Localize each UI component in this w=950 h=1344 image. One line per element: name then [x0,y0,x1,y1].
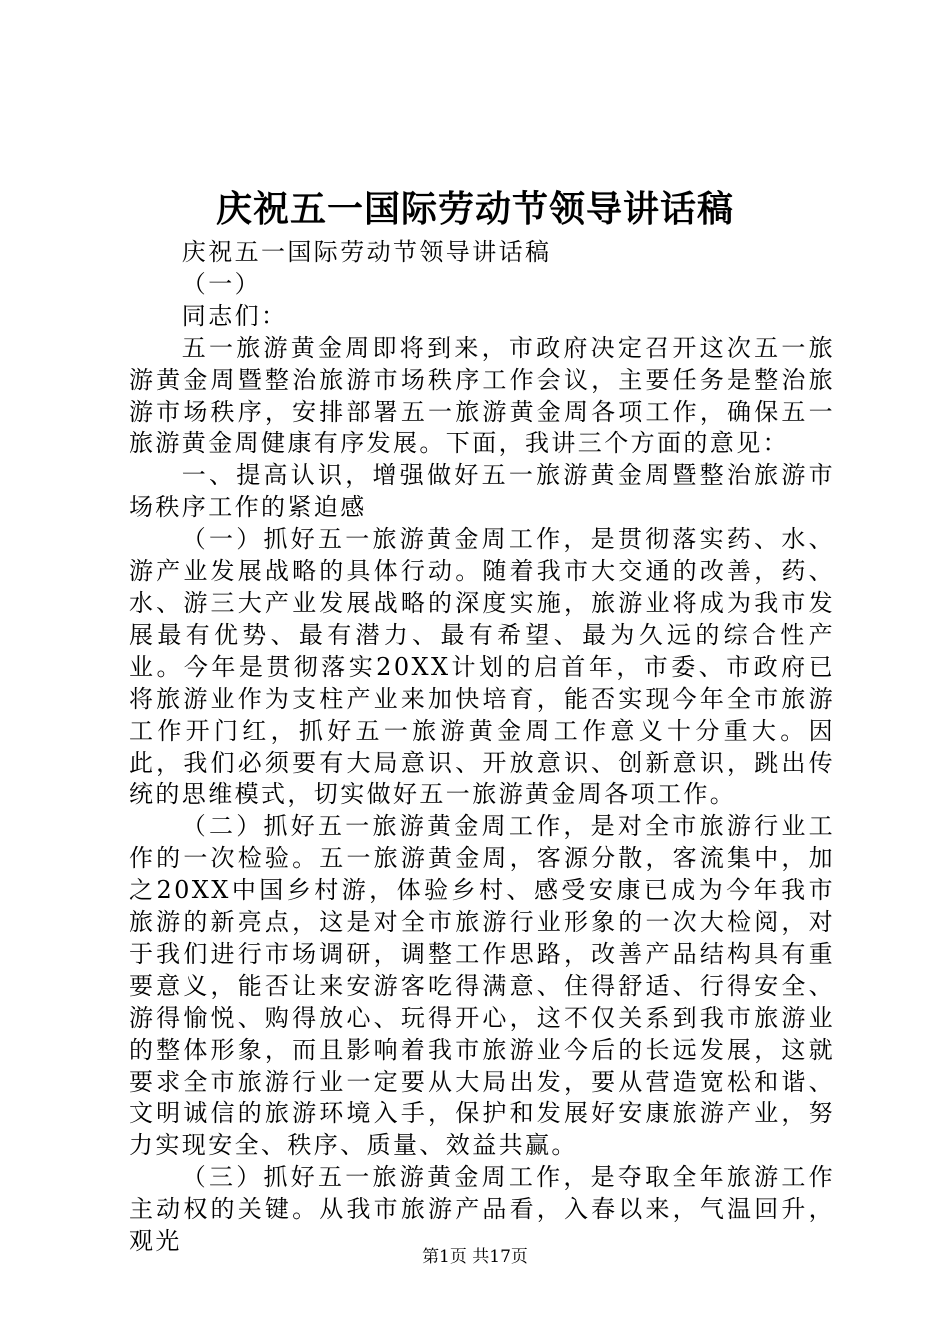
page-footer: 第1页 共17页 [422,1247,528,1267]
paragraph-salutation: 同志们： [181,301,288,330]
paragraph-point-three: （三）抓好五一旅游黄金周工作，是夺取全年旅游工作主动权的关键。从我市旅游产品看，入春以来，气温回升，观光 [129,1163,835,1256]
document-title: 庆祝五一国际劳动节领导讲话稿 [215,188,734,230]
paragraph-heading-one: 一、提高认识，增强做好五一旅游黄金周暨整治旅游市场秩序工作的紧迫感 [129,461,835,522]
document-body [129,237,835,1258]
paragraph-subtitle: 庆祝五一国际劳动节领导讲话稿 [181,238,552,266]
paragraph-point-one: （一）抓好五一旅游黄金周工作，是贯彻落实药、水、游产业发展战略的具体行动。随着我市大交通的改善，药、水、游三大产业发展战略的深度实施，旅游业将成为我市发展最有优势、最有潜力、最有希望、最为久远的综合性产业。今年是贯彻落实20XX计划的启首年，市委、市政府已将旅游业作为支柱产业来加快培育，能否实现今年全市旅游工作开门红，抓好五一旅游黄金周工作意义十分重大。因此，我们必须要有大局意识、开放意识、创新意识，跳出传统的思维模式，切实做好五一旅游黄金周各项工作。 [129,525,835,809]
paragraph-point-two: （二）抓好五一旅游黄金周工作，是对全市旅游行业工作的一次检验。五一旅游黄金周，客源分散，客流集中，加之20XX中国乡村游，体验乡村、感受安康已成为今年我市旅游的新亮点，这是对全市旅游行业形象的一次大检阅，对于我们进行市场调研，调整工作思路，改善产品结构具有重要意义，能否让来安游客吃得满意、住得舒适、行得安全、游得愉悦、购得放心、玩得开心，这不仅关系到我市旅游业的整体形象，而且影响着我市旅游业今后的长远发展，这就要求全市旅游行业一定要从大局出发，要从营造宽松和谐、文明诚信的旅游环境入手，保护和发展好安康旅游产业，努力实现安全、秩序、质量、效益共赢。 [129,812,835,1160]
paragraph-intro: 五一旅游黄金周即将到来，市政府决定召开这次五一旅游黄金周暨整治旅游市场秩序工作会议，主要任务是整治旅游市场秩序，安排部署五一旅游黄金周各项工作，确保五一旅游黄金周健康有序发展。下面，我讲三个方面的意见： [129,333,835,458]
paragraph-section-number: （一） [181,269,261,298]
